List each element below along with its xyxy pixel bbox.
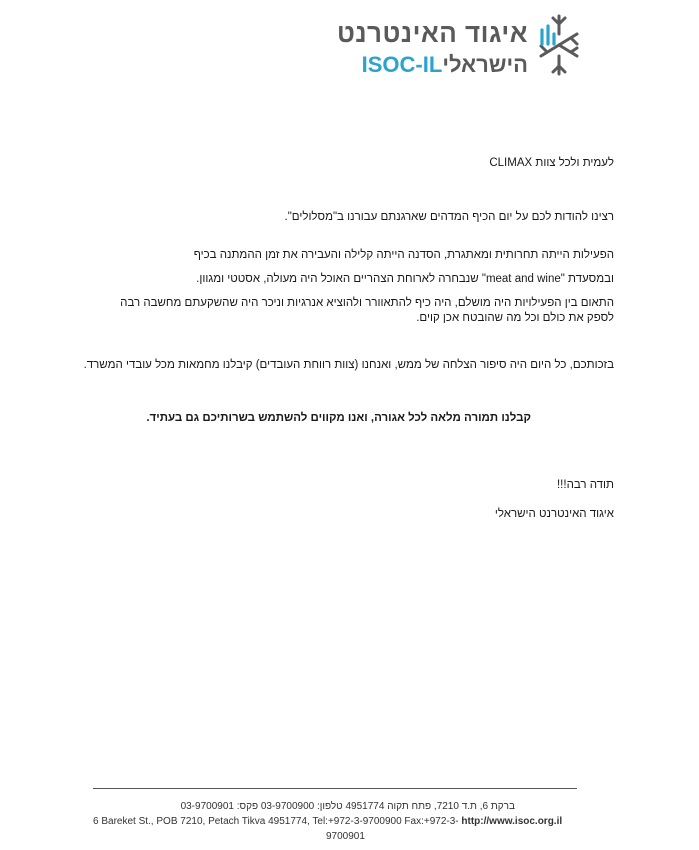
footer-english-address-text: 6 Bareket St., POB 7210, Petach Tikva 4951774, Tel:+972-3-9700900 Fax:+972-3- [93,816,459,827]
logo-isoc-il: ISOC-IL [361,52,443,77]
footer-divider [93,788,577,789]
snowflake-logo-icon [536,12,582,78]
footer-english-address [93,815,562,828]
letter-thanks: תודה רבה!!! [556,479,614,491]
logo-hebrew-subtitle: הישראלי [442,52,528,77]
logo-subtitle [362,52,528,78]
footer-fax-suffix: 9700901 [326,831,365,842]
letter-addressee: לעמית ולכל צוות CLIMAX [489,157,614,169]
letter-paragraph-3: ובמסעדת "meat and wine" שנבחרה לארוחת הצהריים האוכל היה מעולה, אסטטי ומגוון. [196,273,614,285]
letter-paragraph-1: רצינו להודות לכם על יום הכיף המדהים שארגנתם עבורנו ב"מסלולים". [284,211,614,223]
footer-website-link[interactable]: http://www.isoc.org.il [461,816,563,827]
letter-paragraph-2: הפעילות הייתה תחרותית ומאתגרת, הסדנה הייתה קלילה והעבירה את זמן ההמתנה בכיף [193,249,614,261]
letter-paragraph-6: קבלנו תמורה מלאה לכל אגורה, ואנו מקווים להשתמש בשרותיכם גם בעתיד. [146,412,531,424]
isoc-logo [336,12,582,80]
footer-hebrew-address: ברקת 6, ת.ד 7210, פתח תקוה 4951774 טלפון: 03-9700900 פקס: 03-9700901 [180,801,515,812]
letter-signature: איגוד האינטרנט הישראלי [494,508,614,520]
logo-hebrew-title: איגוד האינטרנט [336,18,528,48]
letter-paragraph-5: בזכותכם, כל היום היה סיפור הצלחה של ממש, ואנחנו (צוות רווחת העובדים) קיבלנו מחמאות מכל עובדי המשרד. [83,359,614,371]
letter-paragraph-4: התאום בין הפעילויות היה מושלם, היה כיף להתאוורר ולהוציא אנרגיות וניכר היה שהשקעתם מחשבה רבה לספק את כולם וכל מה שהובטח אכן קוים. [120,297,614,324]
